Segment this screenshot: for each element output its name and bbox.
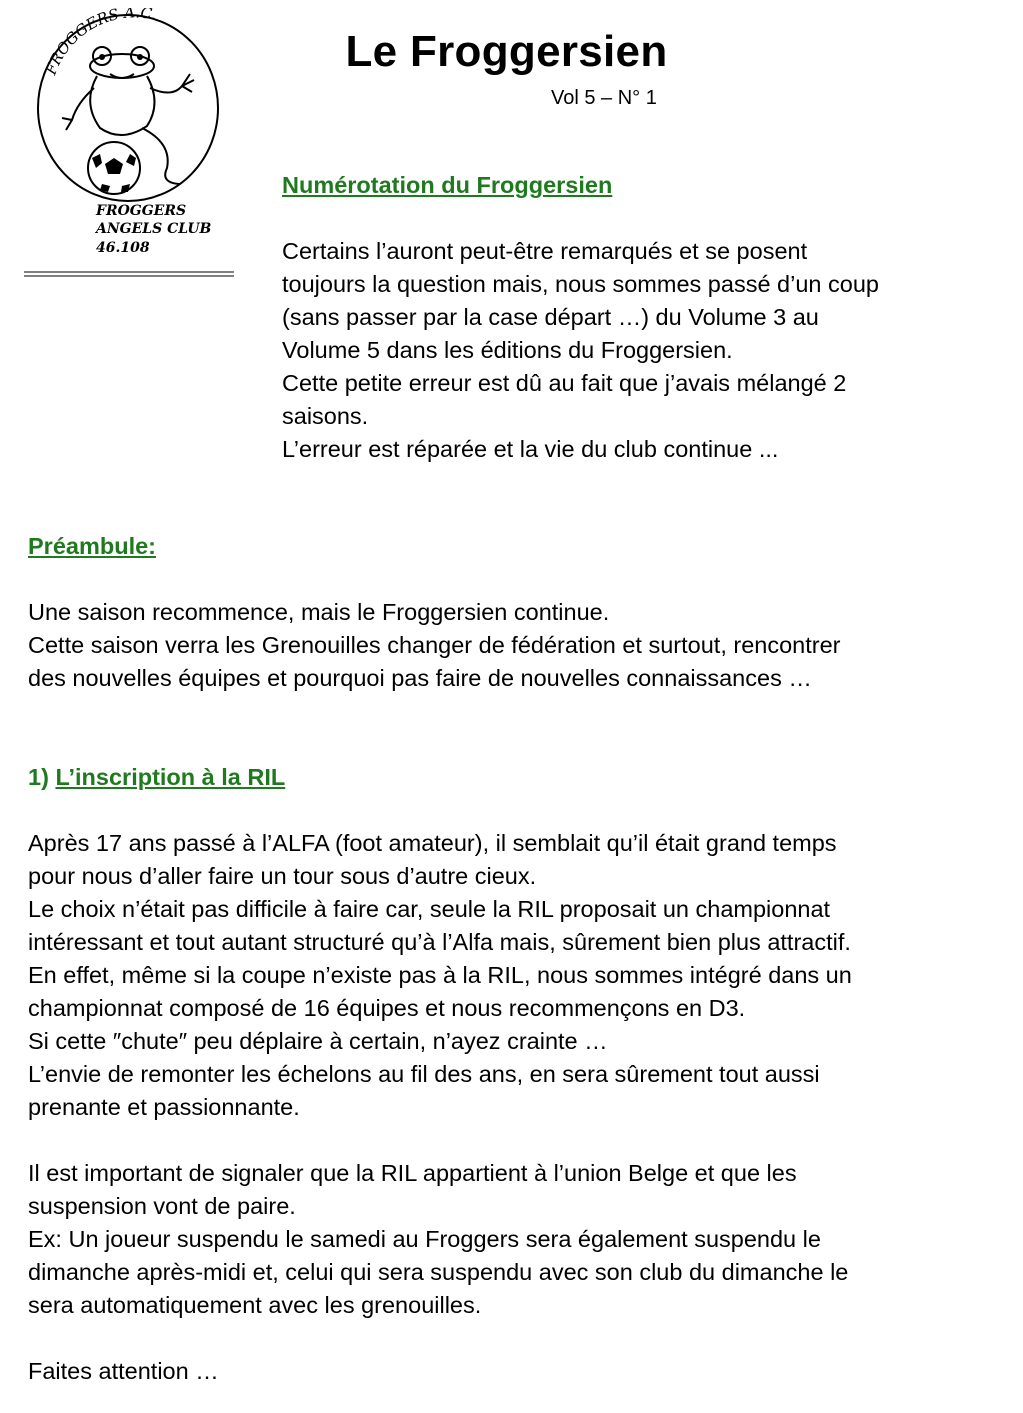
numerotation-line: (sans passer par la case départ …) du Volume 3 au: [282, 304, 819, 330]
preambule-line: Cette saison verra les Grenouilles changer de fédération et surtout, rencontrer: [28, 632, 841, 658]
section1-line: sera automatiquement avec les grenouilles.: [28, 1292, 482, 1318]
svg-text:FROGGERS A.C.: FROGGERS A.C.: [41, 8, 159, 78]
main-body: [28, 530, 852, 1388]
closing-line: Faites attention …: [28, 1358, 219, 1384]
section1-line: intéressant et tout autant structuré qu’à l’Alfa mais, sûrement bien plus attractif.: [28, 929, 851, 955]
numerotation-section: [282, 169, 879, 466]
section1-heading: L’inscription à la RIL: [55, 764, 286, 790]
numerotation-line: Volume 5 dans les éditions du Froggersien.: [282, 337, 733, 363]
section1-line: Le choix n’était pas difficile à faire car, seule la RIL proposait un championnat: [28, 896, 831, 922]
section1-line: En effet, même si la coupe n’existe pas à la RIL, nous sommes intégré dans un: [28, 962, 852, 988]
numerotation-line: Cette petite erreur est dû au fait que j’avais mélangé 2: [282, 370, 847, 396]
numerotation-line: toujours la question mais, nous sommes passé d’un coup: [282, 271, 879, 297]
section1-line: Ex: Un joueur suspendu le samedi au Froggers sera également suspendu le: [28, 1226, 821, 1252]
section1-line: prenante et passionnante.: [28, 1094, 300, 1120]
page-title: Le Froggersien: [345, 27, 668, 76]
svg-text:46.108: 46.108: [96, 240, 150, 256]
preambule-heading: Préambule:: [28, 533, 156, 559]
numerotation-line: Certains l’auront peut-être remarqués et se posent: [282, 238, 808, 264]
section1-line: championnat composé de 16 équipes et nous recommençons en D3.: [28, 995, 746, 1021]
svg-text:ANGELS CLUB: ANGELS CLUB: [96, 221, 212, 237]
section1-line: dimanche après-midi et, celui qui sera suspendu avec son club du dimanche le: [28, 1259, 849, 1285]
section1-line: Il est important de signaler que la RIL appartient à l’union Belge et que les: [28, 1160, 797, 1186]
svg-text:FROGGERS: FROGGERS: [96, 203, 187, 219]
numerotation-line: saisons.: [282, 403, 369, 429]
section1-line: Après 17 ans passé à l’ALFA (foot amateur), il semblait qu’il était grand temps: [28, 830, 837, 856]
volume-number: Vol 5 – N° 1: [551, 87, 657, 109]
numerotation-line: L’erreur est réparée et la vie du club continue ...: [282, 436, 779, 462]
numerotation-heading: Numérotation du Froggersien: [282, 172, 613, 198]
preambule-line: des nouvelles équipes et pourquoi pas faire de nouvelles connaissances …: [28, 665, 812, 691]
section1-line: L’envie de remonter les échelons au fil des ans, en sera sûrement tout aussi: [28, 1061, 820, 1087]
section1-line: Si cette ″chute″ peu déplaire à certain, n’ayez crainte …: [28, 1028, 608, 1054]
section1-line: suspension vont de paire.: [28, 1193, 296, 1219]
preambule-line: Une saison recommence, mais le Froggersien continue.: [28, 599, 610, 625]
section-number: 1): [28, 764, 56, 790]
section1-line: pour nous d’aller faire un tour sous d’autre cieux.: [28, 863, 537, 889]
